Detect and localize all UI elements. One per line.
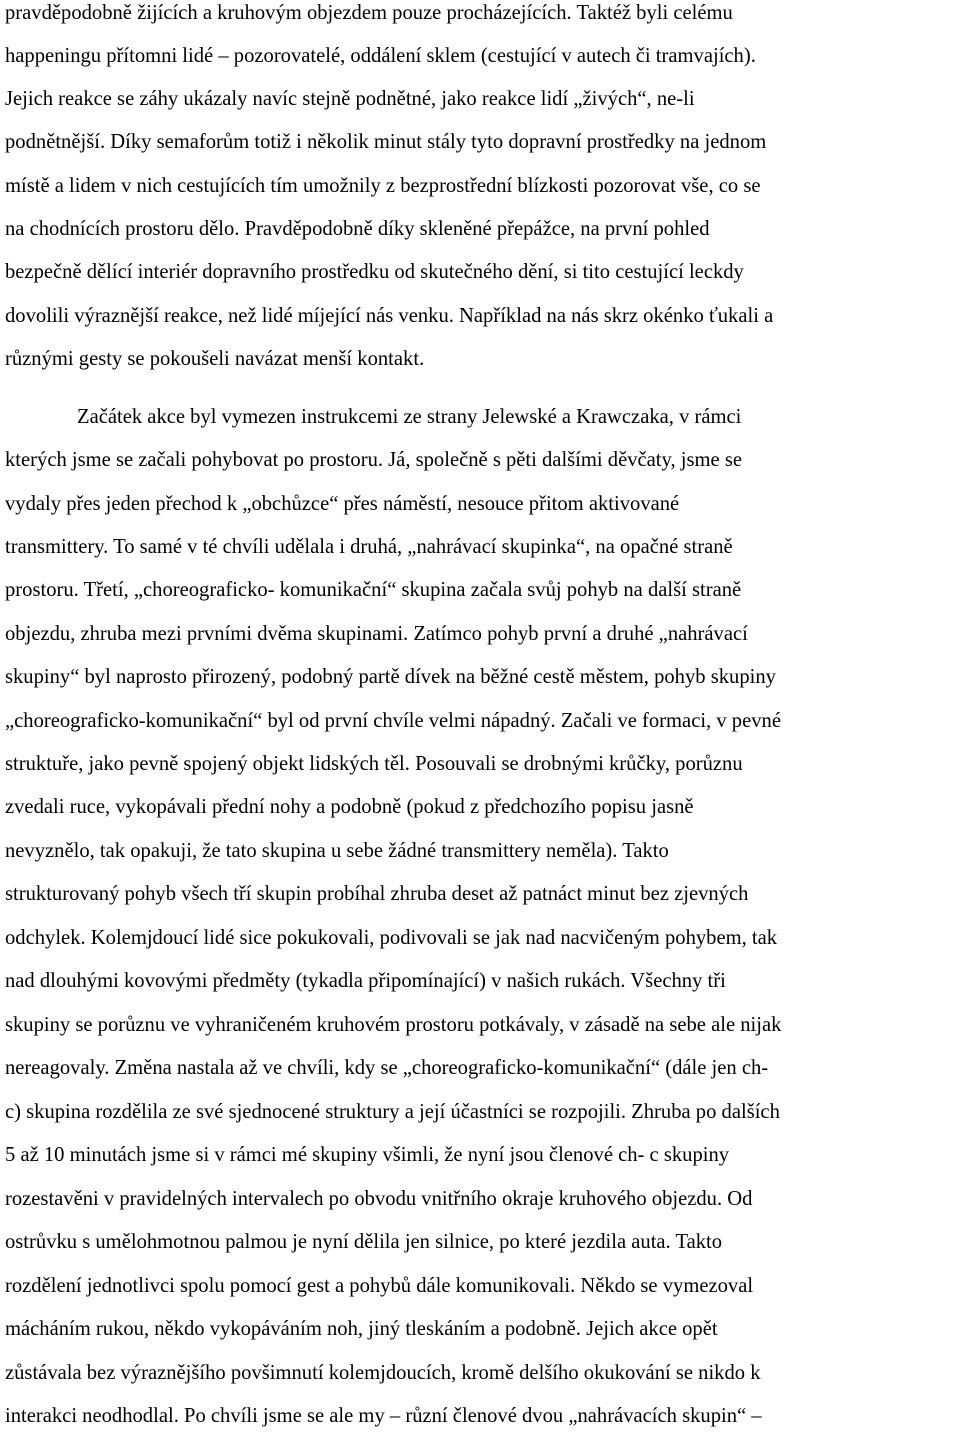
text-line: zůstávala bez výraznějšího povšimnutí kolemjdoucích, kromě delšího okukování se nikdo k — [5, 1362, 761, 1384]
text-line: c) skupina rozdělila ze své sjednocené struktury a její účastníci se rozpojili. Zhruba po dalších — [5, 1101, 780, 1123]
text-line: Jejich reakce se záhy ukázaly navíc stejně podnětné, jako reakce lidí „živých“, ne-li — [5, 88, 695, 110]
text-line: 5 až 10 minutách jsme si v rámci mé skupiny všimli, že nyní jsou členové ch- c skupiny — [5, 1144, 730, 1166]
text-line: kterých jsme se začali pohybovat po prostoru. Já, společně s pěti dalšími děvčaty, jsme se — [5, 449, 742, 471]
text-line: prostoru. Třetí, „choreograficko- komunikační“ skupina začala svůj pohyb na další straně — [5, 579, 742, 601]
text-line: nereagovaly. Změna nastala až ve chvíli, kdy se „choreograficko-komunikační“ (dále jen ch- — [5, 1057, 769, 1079]
text-line: místě a lidem v nich cestujících tím umožnily z bezprostřední blízkosti pozorovat vše, co se — [5, 175, 761, 197]
text-line: ostrůvku s umělohmotnou palmou je nyní dělila jen silnice, po které jezdila auta. Takto — [5, 1231, 723, 1253]
text-line: bezpečně dělící interiér dopravního prostředku od skutečného dění, si tito cestující leckdy — [5, 261, 744, 283]
text-line: na chodnících prostoru dělo. Pravděpodobně díky skleněné přepážce, na první pohled — [5, 218, 710, 240]
text-line: podnětnější. Díky semaforům totiž i několik minut stály tyto dopravní prostředky na jednom — [5, 131, 767, 153]
text-line: vydaly přes jeden přechod k „obchůzce“ přes náměstí, nesouce přitom aktivované — [5, 493, 680, 515]
text-line: různými gesty se pokoušeli navázat menší kontakt. — [5, 348, 425, 370]
text-line: interakci neodhodlal. Po chvíli jsme se ale my – různí členové dvou „nahrávacích skupin“ – — [5, 1405, 762, 1427]
text-line: zvedali ruce, vykopávali přední nohy a podobně (pokud z předchozího popisu jasně — [5, 796, 694, 818]
text-line: happeningu přítomni lidé – pozorovatelé, oddálení sklem (cestující v autech či tramvajích). — [5, 45, 756, 67]
text-line: „choreograficko-komunikační“ byl od první chvíle velmi nápadný. Začali ve formaci, v pevné — [5, 710, 781, 732]
text-line: mácháním rukou, někdo vykopáváním noh, jiný tleskáním a podobně. Jejich akce opět — [5, 1318, 718, 1340]
text-line: strukturovaný pohyb všech tří skupin probíhal zhruba deset až patnáct minut bez zjevných — [5, 883, 749, 905]
text-line: skupiny se porůznu ve vyhraničeném kruhovém prostoru potkávaly, v zásadě na sebe ale nijak — [5, 1014, 782, 1036]
text-line: nad dlouhými kovovými předměty (tykadla připomínající) v našich rukách. Všechny tři — [5, 970, 726, 992]
text-line: skupiny“ byl naprosto přirozený, podobný partě dívek na běžné cestě městem, pohyb skupiny — [5, 666, 776, 688]
text-line: Začátek akce byl vymezen instrukcemi ze strany Jelewské a Krawczaka, v rámci — [77, 406, 742, 428]
text-line: objezdu, zhruba mezi prvními dvěma skupinami. Zatímco pohyb první a druhé „nahrávací — [5, 623, 748, 645]
text-line: rozdělení jednotlivci spolu pomocí gest a pohybů dále komunikovali. Někdo se vymezoval — [5, 1275, 754, 1297]
text-line: struktuře, jako pevně spojený objekt lidských těl. Posouvali se drobnými krůčky, porůznu — [5, 753, 743, 775]
text-line: dovolili výraznější reakce, než lidé míjející nás venku. Například na nás skrz okénko ťukali a — [5, 305, 774, 327]
text-line: pravděpodobně žijících a kruhovým objezdem pouze procházejících. Taktéž byli celému — [5, 2, 733, 24]
text-line: transmittery. To samé v té chvíli udělala i druhá, „nahrávací skupinka“, na opačné straně — [5, 536, 733, 558]
text-line: rozestavěni v pravidelných intervalech po obvodu vnitřního okraje kruhového objezdu. Od — [5, 1188, 753, 1210]
text-line: nevyznělo, tak opakuji, že tato skupina u sebe žádné transmittery neměla). Takto — [5, 840, 669, 862]
text-line: odchylek. Kolemjdoucí lidé sice pokukovali, podivovali se jak nad nacvičeným pohybem, tak — [5, 927, 778, 949]
